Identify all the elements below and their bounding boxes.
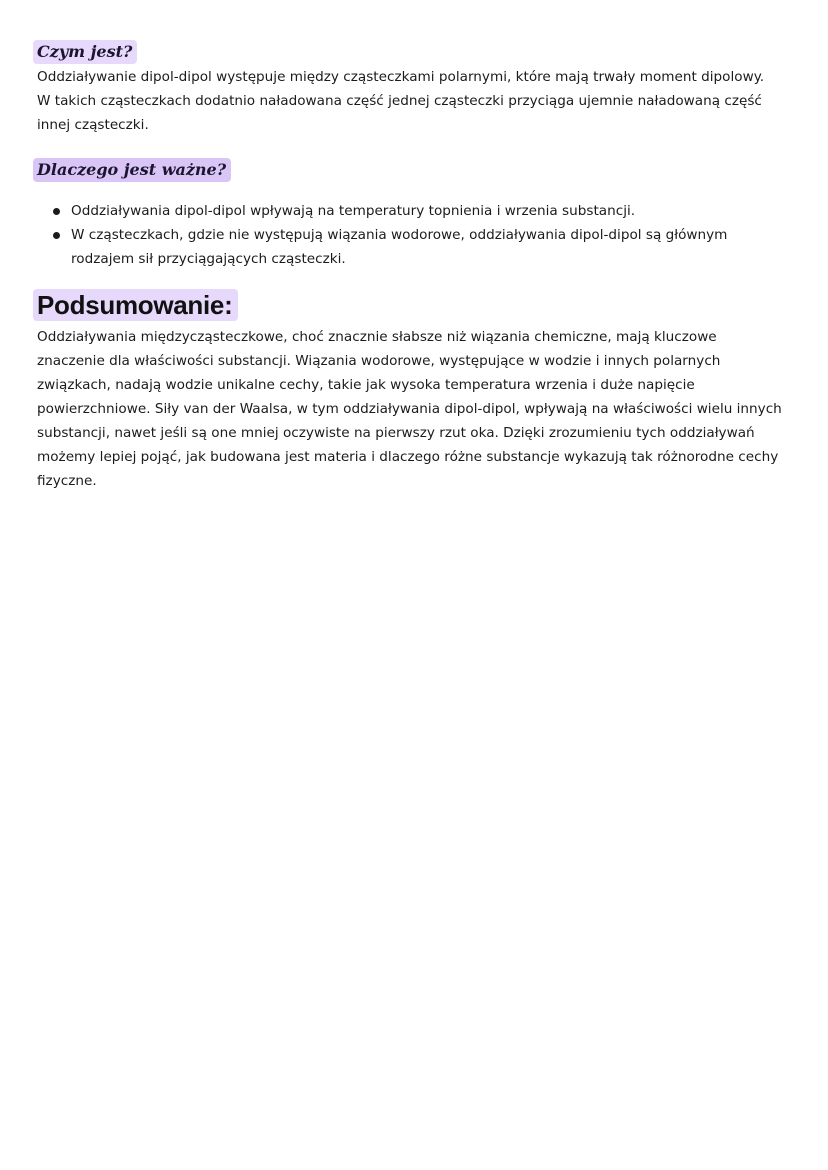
- bullet-dot-icon: [53, 208, 60, 215]
- paragraph-czym-jest: Oddziaływanie dipol-dipol występuje między cząsteczkami polarnymi, które mają trwały moment dipolowy. W takich cząsteczkach dodatnio naładowana część jednej cząsteczki przyciąga ujemnie naładowaną część innej cząsteczki.: [37, 69, 765, 133]
- heading-dlaczego-wazne: Dlaczego jest ważne?: [33, 158, 231, 182]
- bullet-list: [37, 199, 782, 271]
- heading-podsumowanie: Podsumowanie:: [33, 289, 238, 321]
- bullet-item-2: [37, 223, 782, 271]
- paragraph-podsumowanie: Oddziaływania międzycząsteczkowe, choć znacznie słabsze niż wiązania chemiczne, mają kluczowe znaczenie dla właściwości substancji. Wiązania wodorowe, występujące w wodzie i innych polarnych związkach, nadają wodzie unikalne cechy, takie jak wysoka temperatura wrzenia i duże napięcie powierzchniowe. Siły van der Waalsa, w tym oddziaływania dipol-dipol, wpływają na właściwości wielu innych substancji, nawet jeśli są one mniej oczywiste na pierwszy rzut oka. Dzięki zrozumieniu tych oddziaływań możemy lepiej pojąć, jak budowana jest materia i dlaczego różne substancje wykazują tak różnorodne cechy fizyczne.: [37, 329, 782, 489]
- bullet-dot-icon: [53, 232, 60, 239]
- bullet-text-2: W cząsteczkach, gdzie nie występują wiązania wodorowe, oddziaływania dipol-dipol są głównym rodzajem sił przyciągających cząsteczki.: [71, 227, 728, 267]
- bullet-item-1: [37, 199, 782, 223]
- bullet-text-1: Oddziaływania dipol-dipol wpływają na temperatury topnienia i wrzenia substancji.: [71, 203, 636, 219]
- heading-czym-jest: Czym jest?: [33, 40, 137, 64]
